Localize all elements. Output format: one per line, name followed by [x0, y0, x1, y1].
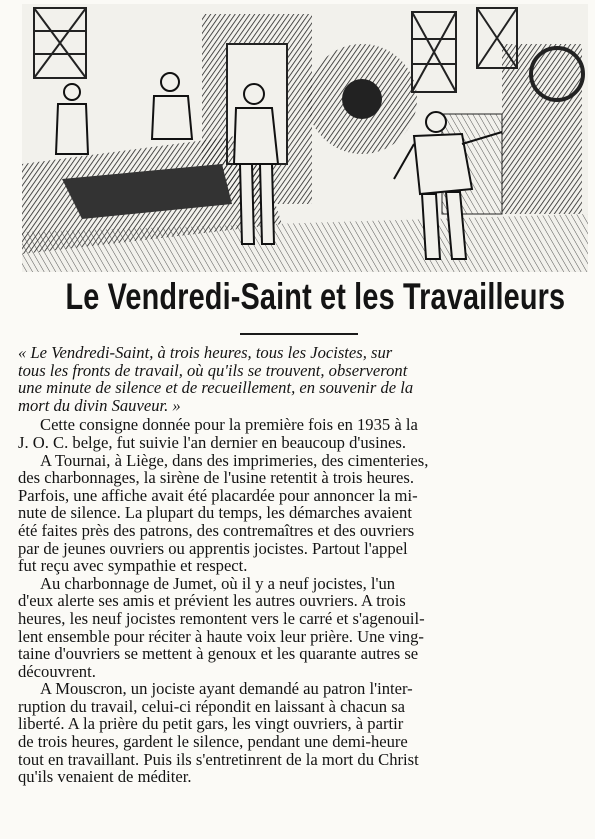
article-headline: Le Vendredi-Saint et les Travailleurs	[65, 276, 566, 317]
text-line: J. O. C. belge, fut suivie l'an dernier en beaucoup d'usines.	[18, 432, 407, 452]
text-line: A Mouscron, un jociste ayant demandé au patron l'inter-	[40, 679, 413, 699]
text-line: qu'ils venaient de méditer.	[18, 767, 192, 787]
quote-line: une minute de silence et de recueillement, en souvenir de la	[18, 378, 414, 398]
intro-quote	[18, 344, 588, 414]
text-line: d'eux alerte ses amis et prévient les autres ouvriers. A trois	[18, 591, 406, 611]
text-line: tout en travaillant. Puis ils s'entretinrent de la mort du Christ	[18, 749, 419, 769]
quote-line: « Le Vendredi-Saint, à trois heures, tous les Jocistes, sur	[18, 343, 393, 362]
text-line: liberté. A la prière du petit gars, les vingt ouvriers, à partir	[18, 714, 404, 734]
text-line: ruption du travail, celui-ci répondit en laissant à chacun sa	[18, 696, 406, 716]
text-line: heures, les neuf jocistes remontent vers le carré et s'agenouil-	[18, 608, 425, 628]
text-line: été faites près des patrons, des contremaîtres et des ouvriers	[18, 520, 415, 540]
text-line: par de jeunes ouvriers ou apprentis jocistes. Partout l'appel	[18, 538, 408, 558]
factory-workers-engraving-icon	[22, 4, 588, 272]
text-line: Parfois, une affiche avait été placardée pour annoncer la mi-	[18, 485, 418, 505]
text-line: fut reçu avec sympathie et respect.	[18, 556, 248, 576]
factory-illustration	[22, 4, 588, 272]
text-line: A Tournai, à Liège, dans des imprimeries, des cimenteries,	[40, 450, 429, 470]
paragraph-jumet	[18, 575, 588, 681]
article-body	[18, 344, 588, 786]
text-line: des charbonnages, la sirène de l'usine retentit à trois heures.	[18, 468, 415, 488]
text-line: Cette consigne donnée pour la première fois en 1935 à la	[40, 415, 418, 435]
text-line: Au charbonnage de Jumet, où il y a neuf jocistes, l'un	[40, 573, 396, 593]
text-line: de trois heures, gardent le silence, pendant une demi-heure	[18, 732, 408, 752]
paragraph-tournai	[18, 452, 588, 575]
quote-line: tous les fronts de travail, où qu'ils se trouvent, observeront	[18, 360, 408, 380]
title-divider	[240, 333, 358, 335]
quote-line: mort du divin Sauveur. »	[18, 395, 181, 415]
paragraph-consigne	[18, 416, 588, 451]
text-line: lent ensemble pour réciter à haute voix leur prière. Une ving-	[18, 626, 424, 646]
paragraph-mouscron	[18, 680, 588, 786]
text-line: nute de silence. La plupart du temps, les démarches avaient	[18, 503, 412, 523]
text-line: taine d'ouvriers se mettent à genoux et les quarante autres se	[18, 644, 419, 664]
text-line: découvrent.	[18, 661, 96, 681]
